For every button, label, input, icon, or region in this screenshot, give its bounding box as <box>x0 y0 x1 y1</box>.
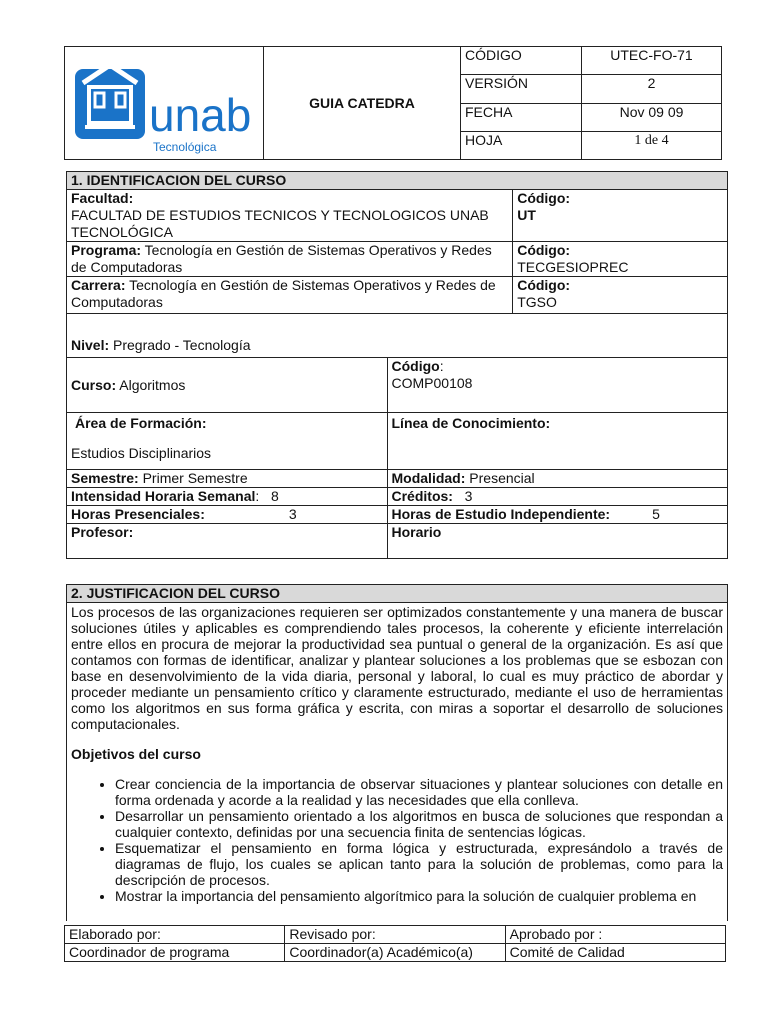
horas-presenciales-label: Horas Presenciales: <box>71 506 205 522</box>
meta-key-hoja: HOJA <box>461 131 582 159</box>
horas-independiente-value: 5 <box>652 506 660 522</box>
objective-item: • Esquematizar el pensamiento en forma lógica y estructurada, expresándolo a través de diagramas de flujo, los cuales se aplican tanto para la solución de problemas, como para la descripción de procesos. <box>115 840 723 888</box>
carrera-cell <box>67 277 513 314</box>
section-1-title: 1. IDENTIFICACION DEL CURSO <box>67 172 728 190</box>
logo-wordmark: unab <box>149 89 252 141</box>
revisado-label: Revisado por: <box>285 926 505 944</box>
intensidad-value: : 8 <box>255 488 279 504</box>
meta-key-version: VERSIÓN <box>461 75 582 103</box>
carrera-code-label: Código: <box>517 277 571 293</box>
programa-cell <box>67 242 513 277</box>
horas-presenciales-value: 3 <box>288 506 297 522</box>
nivel-label: Nivel: <box>71 337 110 353</box>
meta-value-codigo: UTEC-FO-71 <box>582 47 722 75</box>
curso-code-label: Código <box>391 358 440 374</box>
document-header <box>64 46 722 160</box>
carrera-label: Carrera: <box>71 277 126 293</box>
programa-code-cell <box>513 242 728 277</box>
section-2-body <box>67 603 727 904</box>
intensidad-label: Intensidad Horaria Semanal <box>71 488 256 504</box>
horas-independiente-label: Horas de Estudio Independiente: <box>391 506 611 522</box>
programa-label: Programa: <box>71 242 142 258</box>
curso-code-cell <box>387 358 728 413</box>
programa-code-value: TECGESIOPREC <box>517 259 629 275</box>
aprobado-label: Aprobado por : <box>505 926 725 944</box>
meta-value-version: 2 <box>582 75 722 103</box>
unab-logo <box>65 47 263 155</box>
area-label: Área de Formación: <box>75 415 207 431</box>
horas-presenciales-cell <box>67 506 388 524</box>
section-2-title: 2. JUSTIFICACION DEL CURSO <box>67 585 727 603</box>
linea-cell <box>387 413 728 470</box>
area-value: Estudios Disciplinarios <box>71 445 212 461</box>
intensidad-cell <box>67 488 388 506</box>
semestre-label: Semestre: <box>71 470 139 486</box>
curso-cell <box>67 358 388 413</box>
creditos-cell <box>387 488 728 506</box>
elaborado-label: Elaborado por: <box>65 926 285 944</box>
revisado-value: Coordinador(a) Académico(a) <box>285 944 505 962</box>
carrera-value: Tecnología en Gestión de Sistemas Operativos y Redes de Computadoras <box>71 277 496 310</box>
profesor-cell <box>67 524 388 559</box>
horario-label: Horario <box>391 524 442 540</box>
creditos-value: 3 <box>452 488 473 504</box>
programa-code-label: Código: <box>517 242 571 258</box>
profesor-label: Profesor: <box>71 524 134 540</box>
document-footer <box>64 925 726 962</box>
linea-label: Línea de Conocimiento: <box>391 415 551 431</box>
horas-independiente-cell <box>387 506 728 524</box>
logo-cell <box>65 47 264 160</box>
carrera-code-cell <box>513 277 728 314</box>
meta-value-fecha: Nov 09 09 <box>582 103 722 131</box>
semestre-value: Primer Semestre <box>138 470 248 486</box>
aprobado-value: Comité de Calidad <box>505 944 725 962</box>
facultad-cell <box>67 190 513 242</box>
meta-key-codigo: CÓDIGO <box>461 47 582 75</box>
facultad-value: FACULTAD DE ESTUDIOS TECNICOS Y TECNOLOGICOS UNAB TECNOLÓGICA <box>71 207 489 240</box>
meta-key-fecha: FECHA <box>461 103 582 131</box>
objective-item: • Mostrar la importancia del pensamiento algorítmico para la solución de cualquier problema en <box>115 888 723 904</box>
horario-cell <box>387 524 728 559</box>
programa-value: Tecnología en Gestión de Sistemas Operativos y Redes de Computadoras <box>71 242 492 275</box>
curso-code-colon: : <box>439 358 444 374</box>
elaborado-value: Coordinador de programa <box>65 944 285 962</box>
document-title: GUIA CATEDRA <box>264 47 461 160</box>
facultad-code-value: UT <box>517 207 536 223</box>
section-identificacion <box>66 171 728 559</box>
objective-item: • Crear conciencia de la importancia de observar situaciones y plantear soluciones con detalle en forma ordenada y acorde a la realidad y las necesidades que ella conlleva. <box>115 776 723 808</box>
logo-subtitle: Tecnológica <box>153 140 217 154</box>
modalidad-cell <box>387 470 728 488</box>
area-cell <box>67 413 388 470</box>
semestre-cell <box>67 470 388 488</box>
curso-code-value: COMP00108 <box>391 375 473 391</box>
modalidad-label: Modalidad: <box>391 470 466 486</box>
nivel-value: Pregrado - Tecnología <box>109 337 251 353</box>
justificacion-paragraph: Los procesos de las organizaciones requieren ser optimizados constantemente y una manera de buscar soluciones útiles y aplicables es comprendiendo tales procesos, la coherente y eficiente interrelación entre ellos en procura de mejorar la productividad sea puntual o general de la organización. Es así que contamos con formas de identificar, analizar y plantear soluciones a los problemas que se esbozan con base en desenvolvimiento de la vida diaria, personal y laboral, lo cual es muy práctico de abordar y proceder mediante un pensamiento crítico y claramente estructurado, mediante el uso de herramientas como los algoritmos en sus forma gráfica y escrita, con miras a soportar el desarrollo de soluciones computacionales. <box>71 604 723 732</box>
facultad-label: Facultad: <box>71 190 134 206</box>
objective-item: • Desarrollar un pensamiento orientado a los algoritmos en busca de soluciones que respondan a cualquier contexto, definidas por una secuencia finita de sentencias lógicas. <box>115 808 723 840</box>
section-justificacion <box>66 584 728 921</box>
nivel-cell <box>67 314 728 358</box>
objectives-list <box>71 776 723 904</box>
modalidad-value: Presencial <box>465 470 535 486</box>
objectives-title: Objetivos del curso <box>71 746 201 762</box>
facultad-code-label: Código: <box>517 190 571 206</box>
carrera-code-value: TGSO <box>517 294 557 310</box>
curso-value: Algoritmos <box>116 376 186 393</box>
building-icon <box>75 65 145 139</box>
meta-value-hoja: 1 de 4 <box>582 131 722 159</box>
creditos-label: Créditos: <box>391 488 453 504</box>
facultad-code-cell <box>513 190 728 242</box>
curso-label: Curso: <box>71 376 117 393</box>
